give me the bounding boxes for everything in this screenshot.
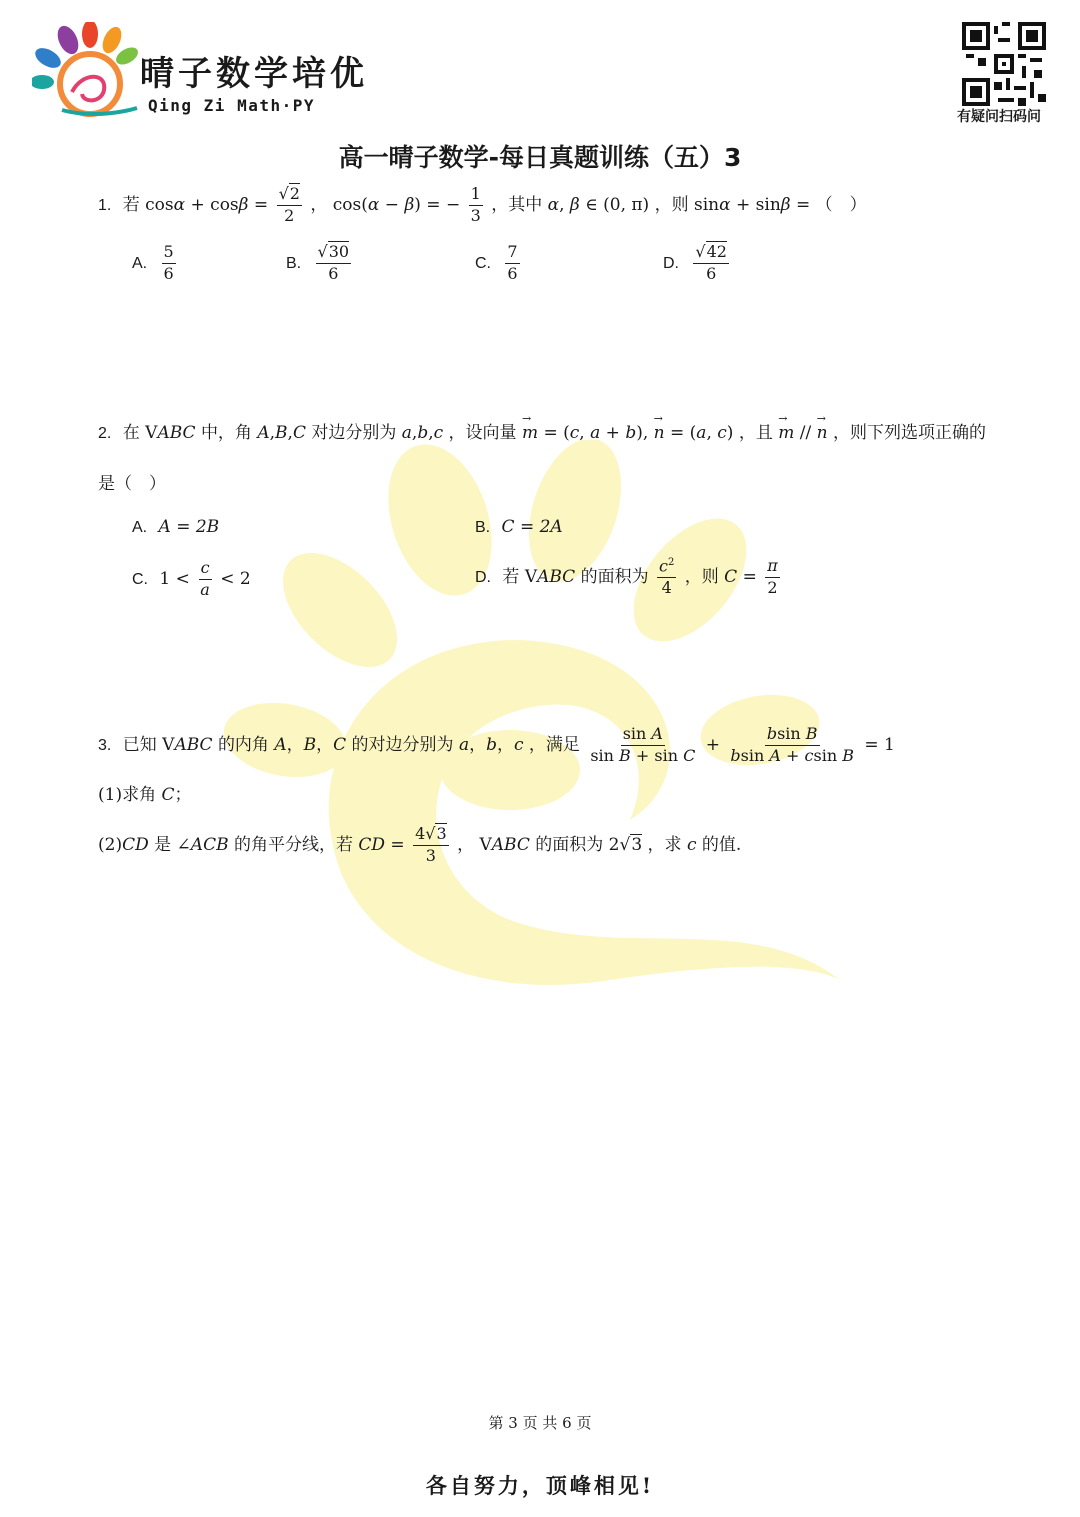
brand-logo-icon	[32, 22, 142, 122]
q2-option-d[interactable]: D. 若 VABC 的面积为 $\frac{c^2}{4}$ ，则 C = $\frac{\pi}{2}$	[475, 556, 778, 598]
qr-caption: 有疑问扫码问	[957, 108, 1041, 124]
q1-option-d[interactable]: D. $\frac{√42}{6}$	[663, 242, 727, 283]
q2-line-2: 是（ ）	[98, 474, 166, 494]
q1-option-a[interactable]: A. $\frac{5}{6}$	[132, 242, 174, 283]
brand-subtitle: Qing Zi Math·PY	[148, 96, 315, 115]
q1-option-b[interactable]: B. $\frac{√30}{6}$	[286, 242, 350, 283]
q1-option-c[interactable]: C. $\frac{7}{6}$	[475, 242, 518, 283]
footer-slogan: 各自努力，顶峰相见!	[425, 1473, 655, 1498]
q2-option-b[interactable]: B. C = 2A	[475, 517, 563, 537]
page-number: 第 3 页 共 6 页	[488, 1414, 592, 1432]
q2-option-a[interactable]: A. A = 2B	[132, 517, 220, 537]
q2-option-c[interactable]: C. 1 < $\frac{c}{a}$ < 2	[132, 558, 251, 599]
q3-part-2: (2)CD 是 ∠ACB 的角平分线，若 CD = $\frac{4√3}{3}$ ， VABC 的面积为 2√3 ，求 c 的值.	[98, 824, 742, 865]
question-3: 3. 已知 VABC 的内角 A，B，C 的对边分别为 a，b，c ，满足 $\frac{\text{sin A}}{\text{sin B + sin C}}$ + $\frac{\text{bsin B}}{\text{bsin A + csin B}}$ = 1	[98, 724, 895, 765]
q3-part-1: (1)求角 C；	[98, 785, 192, 805]
brand-name: 晴子数学培优	[140, 54, 368, 94]
page-title: 高一晴子数学-每日真题训练（五）3	[338, 143, 742, 172]
qr-code	[962, 22, 1046, 106]
question-1: 1. 若 cosα + cosβ = $\frac{√2}{2}$ ， cos(α − β) = − $\frac{1}{3}$ ，其中 α, β ∈ (0, π) ，则 sinα + sinβ = （ ）	[98, 184, 867, 225]
question-2: 2. 在 VABC 中，角 A,B,C 对边分别为 a,b,c ，设向量 → m = (c, a + b), → n = (a, c) ，且 → m // → n ，则下列选项正确的	[98, 422, 986, 446]
q1-number: 1.	[98, 196, 112, 214]
